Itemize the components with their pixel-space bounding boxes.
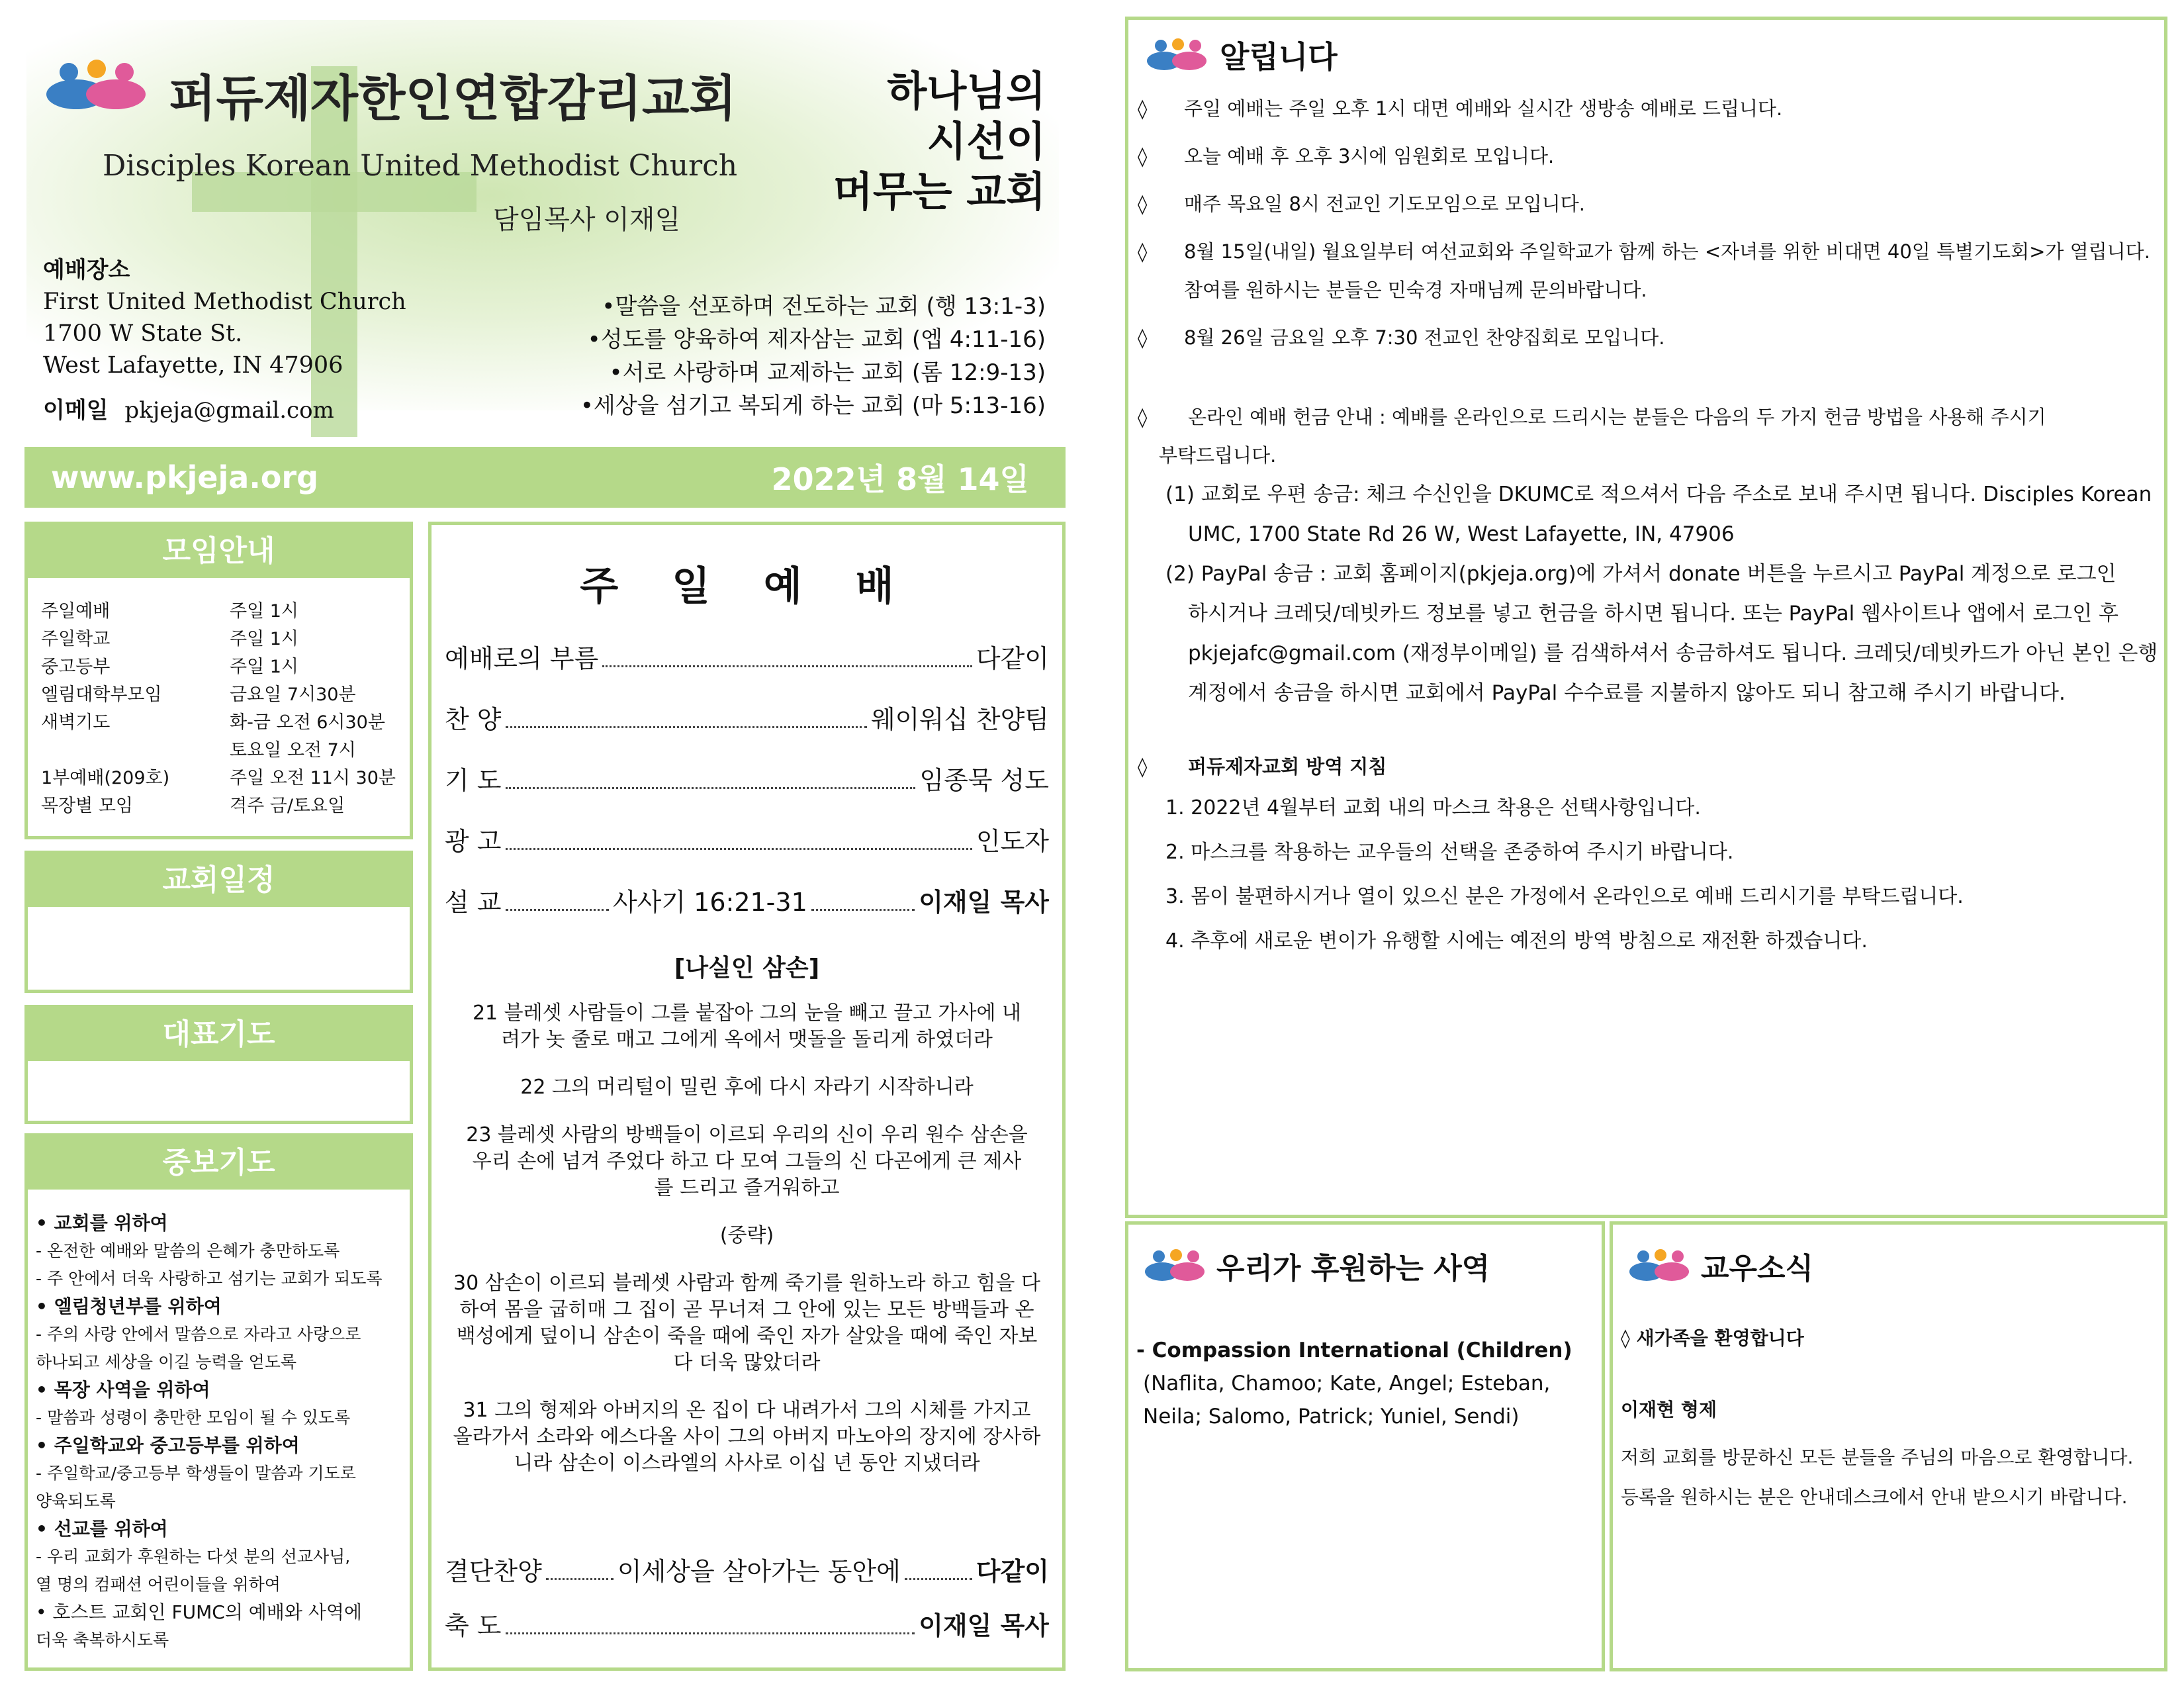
order-row — [445, 638, 1049, 699]
meeting-time: 주일 1시 — [230, 657, 299, 677]
intercession-item — [36, 1515, 403, 1599]
scripture-verse: 31 그의 형제와 아버지의 온 집이 다 내려가서 그의 시체를 가지고 올라가서 소라와 에스다올 사이 그의 아버지 마노아의 장지에 장사하니라 삼손이 이스라엘의 사사로 이십 년 동안 지냈더라 — [453, 1399, 1041, 1475]
offering-head-cont: 부탁드립니다. — [1159, 444, 1277, 467]
covid-item: 4. 추후에 새로운 변이가 유행할 시에는 예전의 방역 방침으로 재전환 하겠습니다. — [1165, 929, 1868, 953]
announcements-panel — [1125, 17, 2167, 1218]
table-row — [41, 681, 400, 709]
closing-row — [445, 1551, 1049, 1605]
church-name-ko: 퍼듀제자한인연합감리교회 — [169, 70, 737, 127]
announcement-text: 참여를 원하시는 분들은 민숙경 자매님께 문의바랍니다. — [1184, 279, 1647, 301]
dot-leader — [546, 1571, 614, 1580]
order-row — [445, 821, 1049, 882]
mission-item: •성도를 양육하여 제자삼는 교회 (엡 4:11-16) — [587, 326, 1046, 353]
support-children: (Naflita, Chamoo; Kate, Angel; Esteban, — [1143, 1372, 1551, 1395]
meetings-table — [28, 578, 410, 820]
member-news-panel — [1610, 1221, 2167, 1671]
order-row — [445, 699, 1049, 760]
intercession-head: • 교회를 위하여 — [36, 1212, 168, 1234]
diamond-icon: ◊ — [1138, 326, 1148, 349]
intercession-title: 중보기도 — [28, 1137, 410, 1190]
meeting-time: 금요일 7시30분 — [230, 684, 356, 705]
offering-line: UMC, 1700 State Rd 26 W, West Lafayette, IN, 47906 — [1188, 522, 1735, 546]
table-row — [41, 598, 400, 626]
news-body — [1621, 1324, 2158, 1517]
support-title: 우리가 후원하는 사역 — [1216, 1252, 1490, 1286]
announcement-item — [1138, 89, 2151, 128]
announcement-text: 매주 목요일 8시 전교인 기도모임으로 모입니다. — [1184, 193, 1586, 215]
bulletin-date: 2022년 8월 14일 — [771, 461, 1029, 497]
intercession-line: 양육되도록 — [36, 1491, 116, 1511]
slogan-line: 하나님의 — [887, 67, 1046, 115]
meeting-name: 주일학교 — [41, 629, 111, 649]
representative-prayer-panel — [24, 1005, 413, 1124]
meeting-time: 격주 금/토요일 — [230, 796, 345, 816]
order-label: 축 도 — [445, 1611, 502, 1640]
table-row — [41, 765, 400, 792]
meeting-name: 1부예배(209호) — [41, 768, 170, 788]
website-link[interactable]: www.pkjeja.org — [51, 459, 319, 495]
dot-leader — [602, 659, 972, 667]
scripture-text — [445, 1000, 1049, 1477]
sermon-title: [나실인 삼손] — [674, 955, 820, 982]
order-label: 기 도 — [445, 766, 502, 795]
scripture-omitted: (중략) — [719, 1224, 774, 1247]
schedule-panel — [24, 851, 413, 993]
representative-prayer-title: 대표기도 — [28, 1008, 410, 1061]
intercession-list — [28, 1190, 410, 1654]
diamond-icon: ◊ — [1138, 755, 1148, 778]
covid-item: 2. 마스크를 착용하는 교우들의 선택을 존중하여 주시기 바랍니다. — [1165, 841, 1734, 864]
intercession-head: • 엘림청년부를 위하여 — [36, 1295, 222, 1317]
sermon-label: 설 교 — [445, 888, 502, 917]
order-label: 결단찬양 — [445, 1557, 542, 1586]
news-text — [1621, 1438, 2158, 1517]
announcements-list — [1138, 89, 2158, 963]
offering-head: 온라인 예배 헌금 안내 : 예배를 온라인으로 드리시는 분들은 다음의 두 가지 헌금 방법을 사용해 주시기 — [1188, 406, 2046, 428]
intercession-line: - 온전한 예배와 말씀의 은혜가 충만하도록 — [36, 1241, 340, 1260]
dot-leader — [905, 1571, 972, 1580]
venue-label: 예배장소 — [43, 257, 130, 283]
support-body — [1136, 1334, 1595, 1433]
announcement-item — [1138, 232, 2151, 309]
covid-list — [1138, 786, 2151, 963]
pastor-name: 담임목사 이재일 — [493, 205, 681, 235]
intercession-line: 더욱 축복하시도록 — [36, 1630, 169, 1650]
meeting-name — [41, 737, 230, 765]
intercession-head: • 선교를 위하여 — [36, 1518, 168, 1540]
order-value: 인도자 — [976, 827, 1049, 856]
venue-address — [43, 286, 406, 381]
order-value: 이재일 목사 — [919, 1611, 1049, 1640]
slogan-line: 머무는 교회 — [833, 167, 1046, 216]
news-welcome: ◊ 새가족을 환영합니다 — [1621, 1327, 1804, 1349]
intercession-line: 하나되고 세상을 이길 능력을 얻도록 — [36, 1352, 297, 1372]
mission-item: •말씀을 선포하며 전도하는 교회 (행 13:1-3) — [602, 293, 1046, 320]
email-label: 이메일 — [43, 397, 109, 424]
order-value: 임종묵 성도 — [919, 766, 1049, 795]
church-logo-icon — [1629, 1249, 1689, 1282]
slogan-line: 시선이 — [927, 117, 1046, 165]
order-value: 다같이 — [976, 1557, 1049, 1586]
church-logo-icon — [1147, 38, 1206, 71]
meetings-title: 모임안내 — [28, 525, 410, 578]
announcement-item — [1138, 137, 2151, 175]
mission-item: •세상을 섬기고 복되게 하는 교회 (마 5:13-16) — [580, 393, 1046, 419]
meeting-time: 주일 오전 11시 30분 — [230, 768, 396, 788]
announcement-text: 8월 15일(내일) 월요일부터 여선교회와 주일학교가 함께 하는 <자녀를 위한 비대면 40일 특별기도회>가 열립니다. — [1184, 240, 2150, 263]
news-title: 교우소식 — [1701, 1252, 1814, 1286]
announcement-text: 주일 예배는 주일 오후 1시 대면 예배와 실시간 생방송 예배로 드립니다. — [1184, 97, 1783, 120]
intercession-item — [36, 1599, 403, 1654]
sermon-preacher: 이재일 목사 — [919, 888, 1049, 917]
scripture-verse: 23 블레셋 사람의 방백들이 이르되 우리의 신이 우리 원수 삼손을 우리 손에 넘겨 주었다 하고 다 모여 그들의 신 다곤에게 큰 제사를 드리고 즐거워하고 — [466, 1123, 1028, 1199]
intercession-head: • 목장 사역을 위하여 — [36, 1379, 210, 1401]
table-row — [41, 626, 400, 653]
meeting-time: 주일 1시 — [230, 601, 299, 622]
intercession-line: - 우리 교회가 후원하는 다섯 분의 선교사님, — [36, 1547, 351, 1566]
dot-leader — [506, 841, 972, 850]
slogan — [827, 66, 1046, 217]
order-value: 다같이 — [976, 644, 1049, 673]
offering-line: 하시거나 크레딧/데빗카드 정보를 넣고 헌금을 하시면 됩니다. 또는 PayPal 웹사이트나 앱에서 로그인 후 — [1188, 602, 2118, 626]
offering-method-mail — [1138, 475, 2151, 554]
offering-method-paypal — [1138, 554, 2158, 713]
schedule-title: 교회일정 — [28, 854, 410, 907]
mission-item: •서로 사랑하며 교제하는 교회 (롬 12:9-13) — [609, 359, 1046, 386]
church-logo-icon — [1145, 1249, 1205, 1282]
meeting-time: 주일 1시 — [230, 629, 299, 649]
scripture-verse: 21 블레셋 사람들이 그를 붙잡아 그의 눈을 빼고 끌고 가사에 내려가 놋 줄로 매고 그에게 옥에서 맷돌을 돌리게 하였더라 — [472, 1002, 1022, 1051]
covid-item: 1. 2022년 4월부터 교회 내의 마스크 착용은 선택사항입니다. — [1165, 796, 1701, 820]
closing-order — [445, 1551, 1049, 1660]
venue-line: First United Methodist Church — [43, 289, 406, 315]
worship-title: 주 일 예 배 — [580, 563, 914, 610]
table-row — [41, 653, 400, 681]
meeting-name: 주일예배 — [41, 601, 111, 622]
order-value: 웨이워십 찬양팀 — [870, 705, 1049, 734]
announcement-text: 오늘 예배 후 오후 3시에 임원회로 모입니다. — [1184, 145, 1555, 167]
dot-leader — [506, 902, 609, 911]
support-children: Neila; Salomo, Patrick; Yuniel, Sendi) — [1143, 1405, 1520, 1429]
diamond-icon: ◊ — [1138, 240, 1148, 263]
dot-leader — [506, 780, 916, 789]
offering-line: pkjejafc@gmail.com (재정부이메일) 를 검색하셔서 송금하셔도 됩니다. 크레딧/데빗카드가 아닌 본인 은행 — [1188, 641, 2158, 665]
announcement-item — [1138, 318, 2151, 357]
church-name-en: Disciples Korean United Methodist Church — [103, 149, 738, 183]
announcement-item — [1138, 185, 2151, 223]
mission-list — [529, 290, 1046, 422]
intercession-panel — [24, 1133, 413, 1671]
email-link[interactable]: pkjeja@gmail.com — [124, 397, 334, 424]
meeting-name: 새벽기도 — [41, 712, 111, 733]
news-name: 이재현 형제 — [1621, 1399, 1717, 1421]
dot-leader — [506, 1626, 915, 1634]
worship-order — [445, 638, 1049, 943]
covid-item: 3. 몸이 불편하시거나 열이 있으신 분은 가정에서 온라인으로 예배 드리시기를 부탁드립니다. — [1165, 885, 1964, 908]
support-panel — [1125, 1221, 1605, 1671]
meetings-panel — [24, 522, 413, 839]
order-row — [445, 760, 1049, 821]
intercession-item — [36, 1293, 403, 1376]
church-logo-icon — [46, 60, 146, 113]
table-row — [41, 709, 400, 737]
news-line: 저희 교회를 방문하신 모든 분들을 주님의 마음으로 환영합니다. — [1621, 1446, 2134, 1468]
intercession-line: - 주일학교/중고등부 학생들이 말씀과 기도로 — [36, 1464, 356, 1483]
intercession-line: 열 명의 컴패션 어린이들을 위하여 — [36, 1575, 281, 1594]
scripture-verse: 30 삼손이 이르되 블레셋 사람과 함께 죽기를 원하노라 하고 힘을 다하여 몸을 굽히매 그 집이 곧 무너져 그 안에 있는 모든 방백들과 온 백성에게 덮이니 삼손이 죽을 때에 죽인 자가 살았을 때에 죽인 자보다 더욱 많았더라 — [453, 1272, 1040, 1374]
scripture-verse: 22 그의 머리털이 밀린 후에 다시 자라기 시작하니라 — [520, 1076, 974, 1099]
intercession-line: - 말씀과 성령이 충만한 모임이 될 수 있도록 — [36, 1408, 351, 1427]
closing-row — [445, 1605, 1049, 1660]
email-row — [43, 392, 334, 424]
order-label: 광 고 — [445, 827, 502, 856]
meeting-time: 화-금 오전 6시30분 — [230, 712, 385, 733]
website-date-banner — [24, 447, 1066, 508]
venue-line: 1700 W State St. — [43, 320, 243, 347]
worship-panel — [428, 522, 1066, 1671]
offering-guide — [1138, 398, 2151, 436]
intercession-item — [36, 1432, 403, 1515]
table-row — [41, 792, 400, 820]
support-header — [1145, 1244, 1490, 1287]
sermon-row — [445, 882, 1049, 943]
intercession-item — [36, 1376, 403, 1432]
intercession-line: - 주의 사랑 안에서 말씀으로 자라고 사랑으로 — [36, 1325, 361, 1344]
diamond-icon: ◊ — [1138, 406, 1148, 428]
sermon-scripture: 사사기 16:21-31 — [612, 888, 807, 917]
meeting-name: 목장별 모임 — [41, 796, 133, 816]
order-label: 찬 양 — [445, 705, 502, 734]
dot-leader — [506, 720, 867, 728]
diamond-icon: ◊ — [1138, 145, 1148, 167]
news-line: 등록을 원하시는 분은 안내데스크에서 안내 받으시기 바랍니다. — [1621, 1486, 2128, 1508]
table-row — [41, 737, 400, 765]
meeting-time: 토요일 오전 7시 — [230, 740, 356, 761]
intercession-head: • 호스트 교회인 FUMC의 예배와 사역에 — [36, 1601, 362, 1623]
announcement-text: 8월 26일 금요일 오후 7:30 전교인 찬양집회로 모입니다. — [1184, 326, 1665, 349]
offering-line: (2) PayPal 송금 : 교회 홈페이지(pkjeja.org)에 가셔서 donate 버튼을 누르시고 PayPal 계정으로 로그인 — [1165, 562, 2116, 586]
offering-line: (1) 교회로 우편 송금: 체크 수신인을 DKUMC로 적으셔서 다음 주소로 보내 주시면 됩니다. Disciples Korean — [1165, 483, 2152, 506]
support-org: - Compassion International (Children) — [1136, 1338, 1572, 1362]
closing-hymn: 이세상을 살아가는 동안에 — [617, 1557, 901, 1586]
order-label: 예배로의 부름 — [445, 644, 599, 673]
meeting-name: 중고등부 — [41, 657, 111, 677]
dot-leader — [811, 902, 915, 911]
news-header — [1629, 1244, 1813, 1287]
announcements-title: 알립니다 — [1220, 39, 1338, 75]
covid-guidelines — [1138, 747, 2151, 786]
meeting-name: 엘림대학부모임 — [41, 684, 162, 705]
venue-line: West Lafayette, IN 47906 — [43, 352, 343, 379]
intercession-head: • 주일학교와 중고등부를 위하여 — [36, 1434, 300, 1456]
header — [0, 0, 1085, 437]
diamond-icon: ◊ — [1138, 97, 1148, 120]
diamond-icon: ◊ — [1138, 193, 1148, 215]
intercession-item — [36, 1209, 403, 1293]
intercession-line: - 주 안에서 더욱 사랑하고 섬기는 교회가 되도록 — [36, 1269, 383, 1288]
covid-head: 퍼듀제자교회 방역 지침 — [1188, 755, 1387, 778]
offering-line: 계정에서 송금을 하시면 교회에서 PayPal 수수료를 지불하지 않아도 되니 참고해 주시기 바랍니다. — [1188, 681, 2066, 705]
announcements-header — [1147, 33, 1338, 77]
